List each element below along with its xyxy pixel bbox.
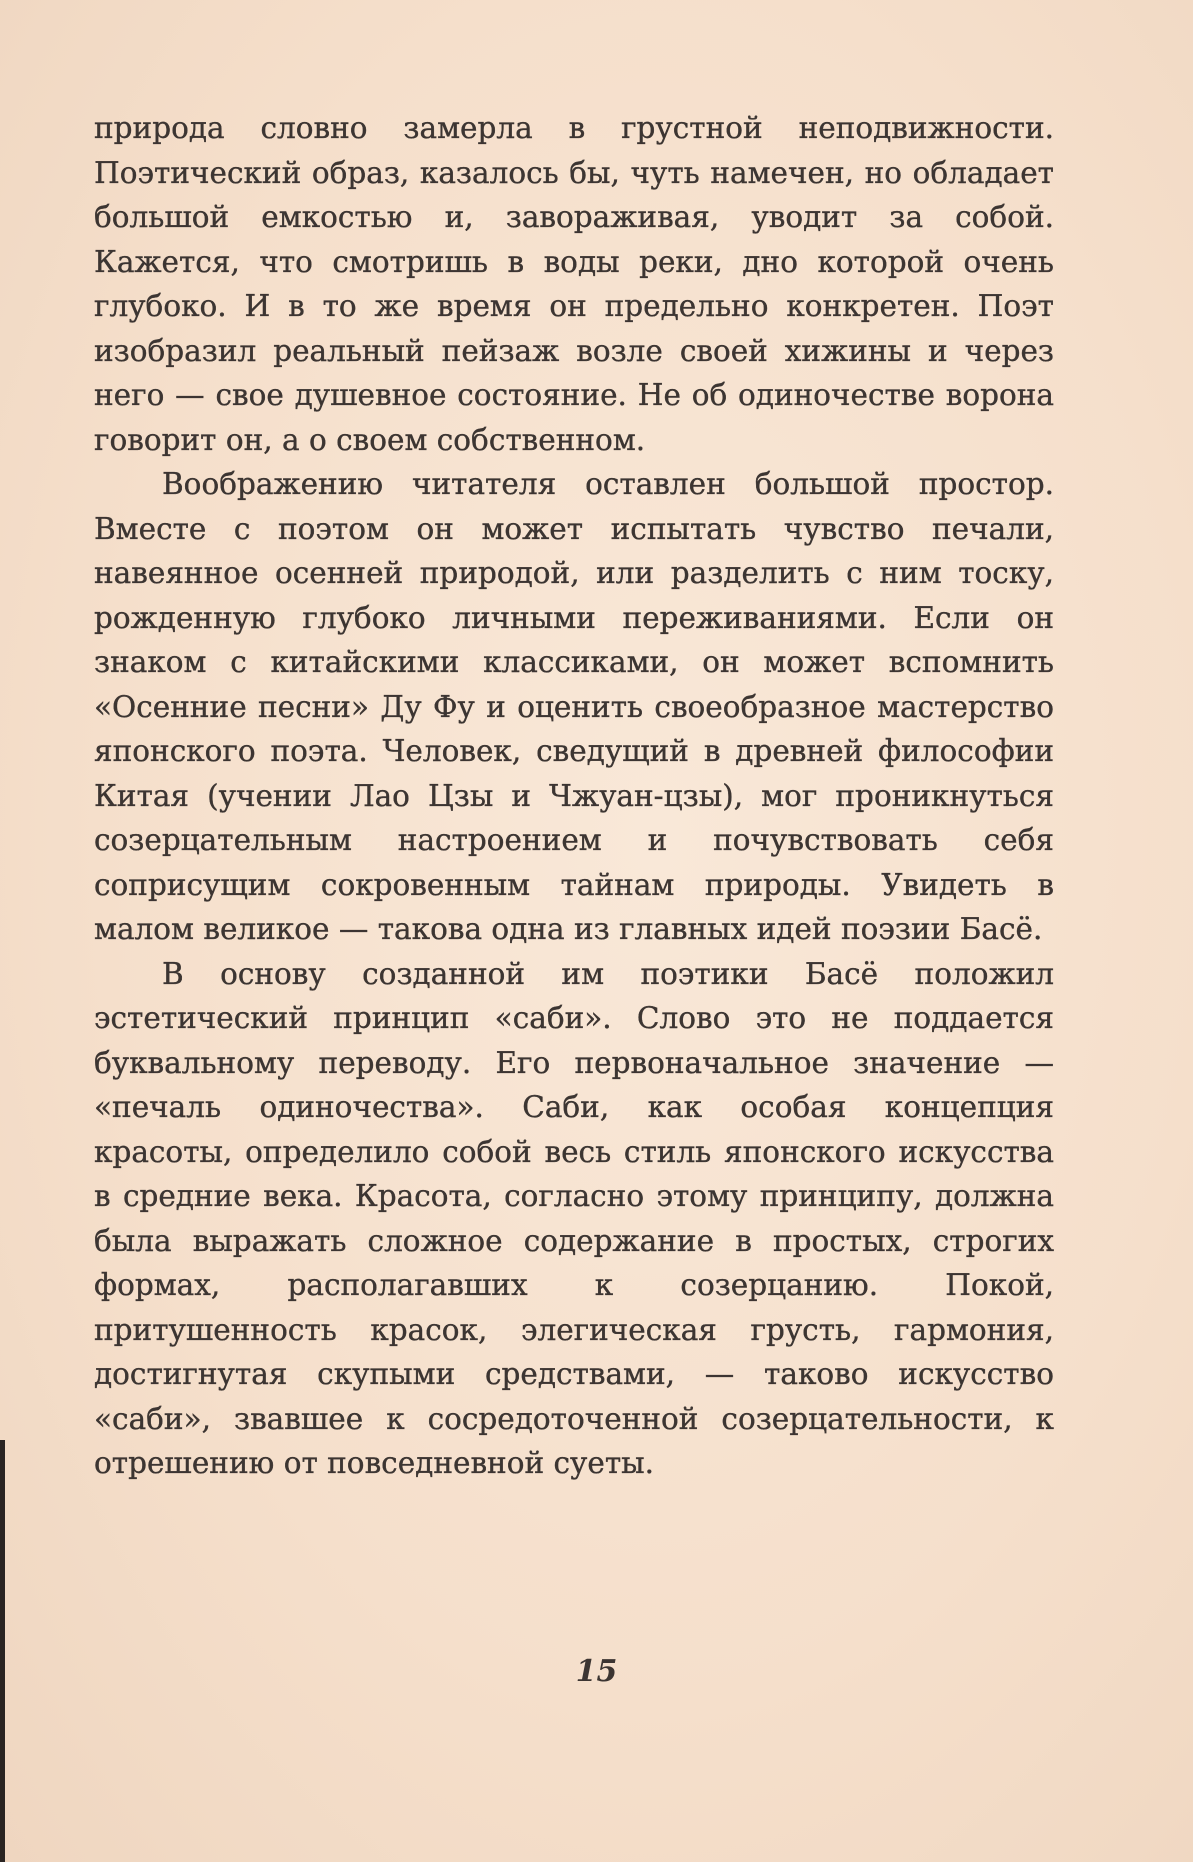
book-spine-edge (0, 1440, 5, 1862)
page-number: 15 (575, 1654, 618, 1689)
paragraph-1: природа словно замерла в грустной неподвижности. Поэтический образ, казалось бы, чуть намечен, но обладает большой емкостью и, завораживая, уводит за собой. Кажется, что смотришь в воды реки, дно которой очень глубоко. И в то же время он предельно конкретен. Поэт изобразил реальный пейзаж возле своей хижины и через него — свое душевное состояние. Не об одиночестве ворона говорит он, а о своем собственном. (94, 111, 1054, 457)
paragraph-2: Воображению читателя оставлен большой простор. Вместе с поэтом он может испытать чувство печали, навеянное осенней природой, или разделить с ним тоску, рожденную глубоко личными переживаниями. Если он знаком с китайскими классиками, он может вспомнить «Осенние песни» Ду Фу и оценить своеобразное мастерство японского поэта. Человек, сведущий в древней философии Китая (учении Лао Цзы и Чжуан-цзы), мог проникнуться созерцательным настроением и почувствовать себя соприсущим сокровенным тайнам природы. Увидеть в малом великое — такова одна из главных идей поэзии Басё. (94, 467, 1054, 946)
body-text (94, 106, 1054, 1486)
paragraph-3: В основу созданной им поэтики Басё положил эстетический принцип «саби». Слово это не поддается буквальному переводу. Его первоначальное значение — «печаль одиночества». Саби, как особая концепция красоты, определило собой весь стиль японского искусства в средние века. Красота, согласно этому принципу, должна была выражать сложное содержание в простых, строгих формах, располагавших к созерцанию. Покой, притушенность красок, элегическая грусть, гармония, достигнутая скупыми средствами, — таково искусство «саби», звавшее к сосредоточенной созерцательности, к отрешению от повседневной суеты. (94, 956, 1054, 1480)
